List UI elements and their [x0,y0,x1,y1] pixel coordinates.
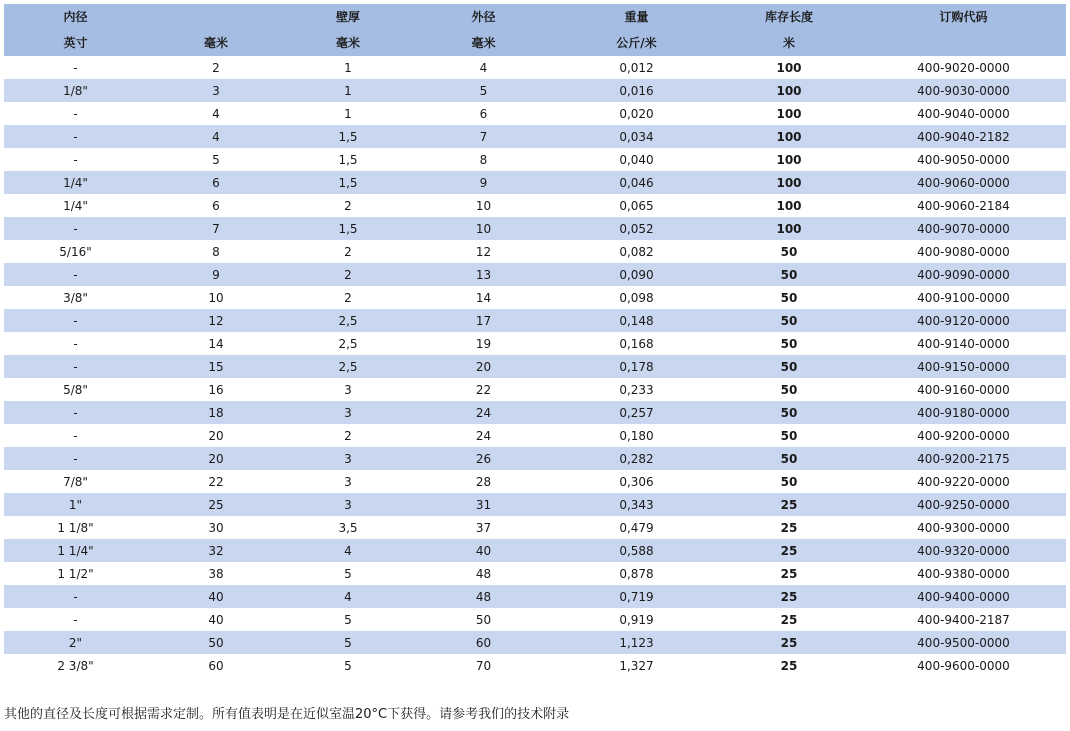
cell-inch: 7/8" [4,470,147,493]
cell-order-code: 400-9150-0000 [861,355,1066,378]
cell-inch: - [4,56,147,79]
table-row [4,102,1066,125]
unit-inch: 英寸 [4,29,147,56]
cell-wall-mm: 4 [285,539,411,562]
cell-stock-length: 50 [717,309,861,332]
cell-wall-mm: 3 [285,378,411,401]
header-weight: 重量 [556,4,717,29]
header-order-code: 订购代码 [861,4,1066,29]
cell-outer-mm: 4 [411,56,556,79]
cell-inner-mm: 40 [147,608,285,631]
footnote: 其他的直径及长度可根据需求定制。所有值表明是在近似室温20°C下获得。请参考我们的技术附录 [4,707,570,722]
table-row [4,286,1066,309]
cell-inch: 1 1/2" [4,562,147,585]
cell-inner-mm: 9 [147,263,285,286]
cell-order-code: 400-9180-0000 [861,401,1066,424]
cell-outer-mm: 48 [411,585,556,608]
cell-inner-mm: 38 [147,562,285,585]
cell-weight: 0,343 [556,493,717,516]
cell-inch: - [4,125,147,148]
cell-weight: 0,178 [556,355,717,378]
unit-mm-wall: 毫米 [285,29,411,56]
cell-wall-mm: 5 [285,562,411,585]
cell-wall-mm: 3 [285,493,411,516]
cell-wall-mm: 3 [285,470,411,493]
cell-inner-mm: 8 [147,240,285,263]
cell-outer-mm: 8 [411,148,556,171]
cell-order-code: 400-9250-0000 [861,493,1066,516]
cell-inch: 1 1/4" [4,539,147,562]
cell-order-code: 400-9200-0000 [861,424,1066,447]
cell-stock-length: 50 [717,424,861,447]
cell-wall-mm: 1 [285,79,411,102]
cell-inch: - [4,355,147,378]
cell-weight: 0,098 [556,286,717,309]
table-row [4,447,1066,470]
cell-inch: 2" [4,631,147,654]
cell-stock-length: 25 [717,539,861,562]
cell-inner-mm: 12 [147,309,285,332]
cell-inch: 1" [4,493,147,516]
cell-wall-mm: 1,5 [285,217,411,240]
cell-wall-mm: 1,5 [285,171,411,194]
cell-order-code: 400-9040-0000 [861,102,1066,125]
table-row [4,493,1066,516]
table-row [4,194,1066,217]
header-blank [147,4,285,29]
cell-order-code: 400-9380-0000 [861,562,1066,585]
cell-stock-length: 50 [717,378,861,401]
cell-inch: - [4,309,147,332]
cell-stock-length: 50 [717,401,861,424]
cell-outer-mm: 12 [411,240,556,263]
cell-inner-mm: 2 [147,56,285,79]
cell-order-code: 400-9070-0000 [861,217,1066,240]
cell-weight: 0,919 [556,608,717,631]
table-row [4,355,1066,378]
cell-weight: 0,065 [556,194,717,217]
cell-stock-length: 50 [717,355,861,378]
cell-weight: 0,012 [556,56,717,79]
unit-m: 米 [717,29,861,56]
cell-order-code: 400-9060-2184 [861,194,1066,217]
cell-stock-length: 100 [717,148,861,171]
cell-inch: 1/8" [4,79,147,102]
cell-inner-mm: 15 [147,355,285,378]
cell-wall-mm: 2 [285,286,411,309]
header-stock-length: 库存长度 [717,4,861,29]
table-row [4,608,1066,631]
cell-wall-mm: 2,5 [285,332,411,355]
cell-inner-mm: 4 [147,102,285,125]
cell-stock-length: 100 [717,125,861,148]
cell-wall-mm: 5 [285,608,411,631]
cell-order-code: 400-9080-0000 [861,240,1066,263]
cell-inch: 3/8" [4,286,147,309]
cell-wall-mm: 3 [285,447,411,470]
cell-stock-length: 25 [717,631,861,654]
cell-outer-mm: 31 [411,493,556,516]
unit-blank [861,29,1066,56]
cell-stock-length: 50 [717,286,861,309]
table-row [4,56,1066,79]
cell-stock-length: 25 [717,516,861,539]
cell-outer-mm: 40 [411,539,556,562]
cell-order-code: 400-9220-0000 [861,470,1066,493]
cell-stock-length: 100 [717,79,861,102]
table-row [4,631,1066,654]
cell-order-code: 400-9040-2182 [861,125,1066,148]
table-row [4,562,1066,585]
table-row [4,171,1066,194]
table-row [4,378,1066,401]
table-row [4,309,1066,332]
cell-inner-mm: 3 [147,79,285,102]
table-row [4,263,1066,286]
cell-inner-mm: 32 [147,539,285,562]
cell-order-code: 400-9300-0000 [861,516,1066,539]
cell-inch: - [4,102,147,125]
cell-stock-length: 25 [717,608,861,631]
cell-order-code: 400-9120-0000 [861,309,1066,332]
cell-outer-mm: 50 [411,608,556,631]
cell-stock-length: 50 [717,263,861,286]
cell-order-code: 400-9600-0000 [861,654,1066,677]
cell-outer-mm: 17 [411,309,556,332]
cell-inch: - [4,447,147,470]
cell-outer-mm: 22 [411,378,556,401]
table-body [4,56,1066,677]
header-wall-thickness: 壁厚 [285,4,411,29]
header-outer-diameter: 外径 [411,4,556,29]
cell-wall-mm: 1 [285,102,411,125]
cell-weight: 0,282 [556,447,717,470]
cell-inner-mm: 20 [147,424,285,447]
cell-outer-mm: 48 [411,562,556,585]
cell-stock-length: 100 [717,171,861,194]
table-row [4,516,1066,539]
cell-outer-mm: 14 [411,286,556,309]
cell-outer-mm: 28 [411,470,556,493]
cell-outer-mm: 9 [411,171,556,194]
cell-inner-mm: 6 [147,194,285,217]
cell-weight: 0,046 [556,171,717,194]
unit-mm-outer: 毫米 [411,29,556,56]
cell-weight: 0,588 [556,539,717,562]
cell-weight: 0,034 [556,125,717,148]
cell-wall-mm: 2 [285,194,411,217]
cell-outer-mm: 70 [411,654,556,677]
table-row [4,332,1066,355]
cell-outer-mm: 24 [411,401,556,424]
cell-inch: - [4,217,147,240]
cell-inch: - [4,332,147,355]
cell-stock-length: 100 [717,217,861,240]
cell-inner-mm: 5 [147,148,285,171]
unit-kg-per-m: 公斤/米 [556,29,717,56]
cell-stock-length: 50 [717,332,861,355]
table-row [4,217,1066,240]
cell-inch: 2 3/8" [4,654,147,677]
cell-weight: 0,082 [556,240,717,263]
cell-outer-mm: 13 [411,263,556,286]
cell-order-code: 400-9050-0000 [861,148,1066,171]
cell-inch: 1/4" [4,194,147,217]
table-row [4,125,1066,148]
cell-order-code: 400-9320-0000 [861,539,1066,562]
cell-outer-mm: 6 [411,102,556,125]
cell-outer-mm: 60 [411,631,556,654]
cell-weight: 0,233 [556,378,717,401]
cell-stock-length: 25 [717,562,861,585]
header-row-units [4,29,1066,56]
cell-weight: 0,257 [556,401,717,424]
cell-outer-mm: 10 [411,194,556,217]
cell-weight: 0,020 [556,102,717,125]
cell-wall-mm: 3 [285,401,411,424]
cell-wall-mm: 1,5 [285,148,411,171]
unit-mm-inner: 毫米 [147,29,285,56]
cell-inch: - [4,401,147,424]
cell-weight: 0,090 [556,263,717,286]
cell-outer-mm: 20 [411,355,556,378]
cell-stock-length: 25 [717,493,861,516]
cell-inner-mm: 7 [147,217,285,240]
cell-inch: 5/16" [4,240,147,263]
cell-wall-mm: 2 [285,263,411,286]
header-inner-diameter: 内径 [4,4,147,29]
cell-wall-mm: 1 [285,56,411,79]
product-spec-table-container [4,4,1066,677]
cell-wall-mm: 5 [285,654,411,677]
cell-outer-mm: 10 [411,217,556,240]
cell-stock-length: 25 [717,654,861,677]
cell-weight: 0,016 [556,79,717,102]
cell-inch: - [4,424,147,447]
table-row [4,585,1066,608]
cell-inner-mm: 60 [147,654,285,677]
cell-order-code: 400-9160-0000 [861,378,1066,401]
cell-order-code: 400-9060-0000 [861,171,1066,194]
cell-inner-mm: 10 [147,286,285,309]
cell-wall-mm: 5 [285,631,411,654]
cell-inner-mm: 6 [147,171,285,194]
cell-order-code: 400-9090-0000 [861,263,1066,286]
cell-outer-mm: 5 [411,79,556,102]
cell-wall-mm: 2 [285,424,411,447]
table-header [4,4,1066,56]
cell-stock-length: 100 [717,102,861,125]
cell-weight: 0,040 [556,148,717,171]
cell-outer-mm: 26 [411,447,556,470]
cell-inch: - [4,148,147,171]
cell-wall-mm: 2,5 [285,355,411,378]
cell-wall-mm: 1,5 [285,125,411,148]
cell-wall-mm: 2 [285,240,411,263]
cell-weight: 0,306 [556,470,717,493]
cell-outer-mm: 7 [411,125,556,148]
cell-order-code: 400-9140-0000 [861,332,1066,355]
cell-wall-mm: 2,5 [285,309,411,332]
cell-weight: 1,123 [556,631,717,654]
cell-order-code: 400-9020-0000 [861,56,1066,79]
cell-inch: - [4,263,147,286]
cell-weight: 0,479 [556,516,717,539]
cell-weight: 0,168 [556,332,717,355]
cell-weight: 0,719 [556,585,717,608]
cell-inner-mm: 20 [147,447,285,470]
table-row [4,654,1066,677]
table-row [4,539,1066,562]
table-row [4,470,1066,493]
cell-order-code: 400-9400-0000 [861,585,1066,608]
table-row [4,424,1066,447]
table-row [4,79,1066,102]
cell-order-code: 400-9030-0000 [861,79,1066,102]
table-row [4,240,1066,263]
table-row [4,401,1066,424]
cell-outer-mm: 24 [411,424,556,447]
cell-inch: - [4,608,147,631]
table-row [4,148,1066,171]
cell-stock-length: 100 [717,56,861,79]
cell-weight: 0,180 [556,424,717,447]
cell-inner-mm: 30 [147,516,285,539]
cell-weight: 0,148 [556,309,717,332]
cell-inch: 1/4" [4,171,147,194]
cell-stock-length: 100 [717,194,861,217]
cell-inner-mm: 4 [147,125,285,148]
cell-order-code: 400-9200-2175 [861,447,1066,470]
cell-wall-mm: 4 [285,585,411,608]
cell-outer-mm: 19 [411,332,556,355]
cell-inch: 1 1/8" [4,516,147,539]
cell-inner-mm: 22 [147,470,285,493]
cell-inner-mm: 40 [147,585,285,608]
cell-stock-length: 50 [717,447,861,470]
cell-wall-mm: 3,5 [285,516,411,539]
cell-inch: - [4,585,147,608]
cell-inner-mm: 50 [147,631,285,654]
cell-stock-length: 25 [717,585,861,608]
cell-inner-mm: 25 [147,493,285,516]
cell-order-code: 400-9500-0000 [861,631,1066,654]
cell-order-code: 400-9100-0000 [861,286,1066,309]
product-spec-table [4,4,1066,677]
header-row-labels [4,4,1066,29]
cell-stock-length: 50 [717,240,861,263]
cell-inner-mm: 14 [147,332,285,355]
cell-weight: 1,327 [556,654,717,677]
cell-inner-mm: 16 [147,378,285,401]
cell-stock-length: 50 [717,470,861,493]
cell-inch: 5/8" [4,378,147,401]
cell-outer-mm: 37 [411,516,556,539]
cell-weight: 0,052 [556,217,717,240]
cell-weight: 0,878 [556,562,717,585]
cell-order-code: 400-9400-2187 [861,608,1066,631]
cell-inner-mm: 18 [147,401,285,424]
